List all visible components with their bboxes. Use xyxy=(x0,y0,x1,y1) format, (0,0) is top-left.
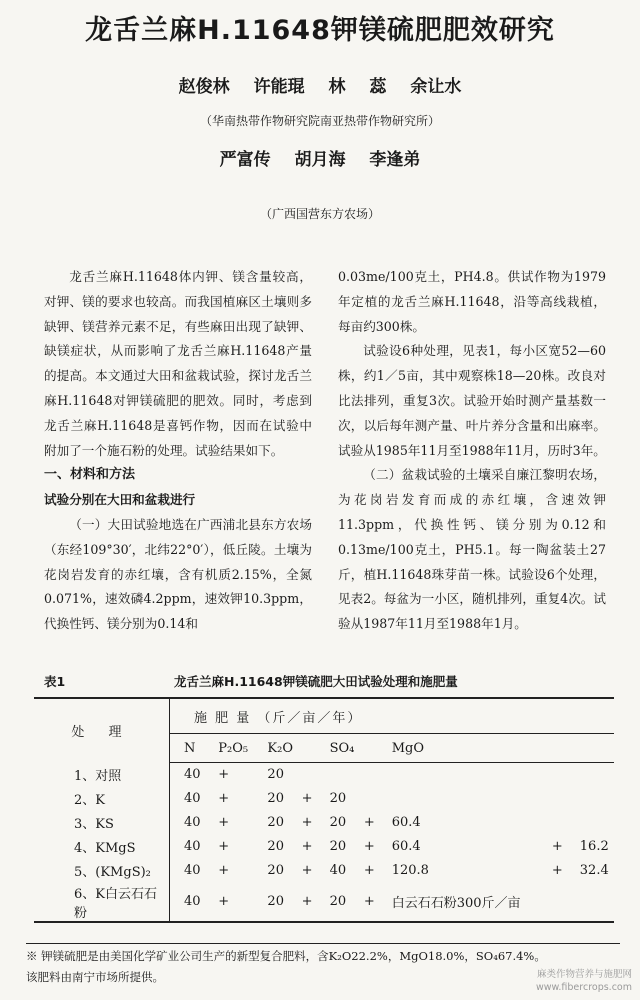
treatment-cell: 2、K xyxy=(34,787,170,811)
value-cell: + xyxy=(551,839,563,854)
value-cell: + xyxy=(218,791,230,806)
value-cell: + xyxy=(301,791,313,806)
value-cell xyxy=(566,883,614,922)
table-row xyxy=(34,835,614,859)
value-cell: 60.4 xyxy=(391,839,421,854)
treatment-cell: 1、对照 xyxy=(34,763,170,787)
value-cell: 40 xyxy=(184,863,201,878)
value-cell: 20 xyxy=(267,863,284,878)
value-cell: 60.4 xyxy=(391,815,421,830)
table-footnote xyxy=(26,943,620,988)
paragraph: 龙舌兰麻H.11648体内钾、镁含量较高，对钾、镁的要求也较高。而我国植麻区土壤则多缺钾、镁营养元素不足，有些麻田出现了缺钾、缺镁症状，从而影响了龙舌兰麻H.11648产量的提高。本文通过大田和盆栽试验，探讨龙舌兰麻H.11648对钾镁硫肥的肥效。同时，考虑到龙舌兰麻H.11648是喜钙作物，因而在试验中附加了一个施石粉的处理。试验结果如下。 xyxy=(44,269,312,458)
body-column-right xyxy=(338,265,606,637)
paragraph: （二）盆栽试验的土壤采自廉江黎明农场，为花岗岩发育而成的赤红壤，含速效钾11.3ppm，代换性钙、镁分别为0.12和0.13me/100克土，PH5.1。每一陶盆装土27斤，植H.11648珠芽苗一株。试验设6个处理，见表2。每盆为一小区，随机排列，重复4次。试验从1987年11月至1988年1月。 xyxy=(338,467,606,632)
treatment-cell: 4、KMgS xyxy=(34,835,170,859)
value-cell: 32.4 xyxy=(579,863,609,878)
paragraph: （一）大田试验地选在广西浦北县东方农场（东经109°30′，北纬22°0′），低丘陵。土壤为花岗岩发育的赤红壤，含有机质2.15%，全氮0.071%，速效磷4.2ppm，速效钾10.3ppm，代换性钙、镁分别为0.14和 xyxy=(44,516,312,632)
affiliation-2: （广西国营东方农场） xyxy=(259,207,380,221)
table-row xyxy=(34,883,614,922)
column-header-amount: 施 肥 量 （斤／亩／年） xyxy=(170,698,615,734)
value-cell: 白云石石粉300斤／亩 xyxy=(378,883,538,922)
nutrient-header: N xyxy=(170,734,205,763)
value-cell: 40 xyxy=(170,883,205,922)
table-row xyxy=(34,787,614,811)
table-row xyxy=(34,811,614,835)
value-cell xyxy=(316,763,350,787)
value-cell: + xyxy=(363,815,375,830)
value-cell xyxy=(538,883,566,922)
value-cell: + xyxy=(218,815,230,830)
table-number: 表1 xyxy=(44,674,66,689)
fertilizer-table xyxy=(34,697,614,923)
value-cell: 40 xyxy=(329,863,347,878)
watermark-line: 麻类作物营养与施肥网 xyxy=(536,969,632,980)
value-cell: + xyxy=(551,863,563,878)
value-cell xyxy=(350,787,378,811)
value-cell: + xyxy=(301,815,313,830)
watermark-line: www.fibercrops.com xyxy=(535,982,632,993)
value-cell: 20 xyxy=(329,815,347,830)
value-cell: 20 xyxy=(267,839,284,854)
treatment-cell: 3、KS xyxy=(34,811,170,835)
table-title: 龙舌兰麻H.11648钾镁硫肥大田试验处理和施肥量 xyxy=(174,674,458,689)
paragraph: 试验设6种处理，见表1，每小区宽52—60株，约1／5亩，其中观察株18—20株。改良对比法排列，重复3次。试验开始时测产量基数一次，以后每年测产量、叶片养分含量和出麻率。试验从1985年11月至1988年11月，历时3年。 xyxy=(338,343,606,458)
value-cell: 16.2 xyxy=(579,839,609,854)
treatment-cell: 6、K白云石石粉 xyxy=(34,883,170,922)
value-cell xyxy=(538,763,566,787)
footnote-line: ※ 钾镁硫肥是由美国化学矿业公司生产的新型复合肥料，含K₂O22.2%，MgO18.0%，SO₄67.4%。 xyxy=(26,943,620,967)
value-cell xyxy=(538,787,566,811)
value-cell: + xyxy=(301,863,313,878)
nutrient-header: SO₄ xyxy=(316,734,378,763)
paragraph: 0.03me/100克土，PH4.8。供试作物为1979年定植的龙舌兰麻H.11648，沿等高线栽植，每亩约300株。 xyxy=(338,269,606,334)
value-cell xyxy=(350,763,378,787)
value-cell: + xyxy=(301,839,313,854)
table-row xyxy=(34,763,614,787)
value-cell xyxy=(378,787,538,811)
value-cell: 20 xyxy=(267,815,284,830)
paper-title: 龙舌兰麻H.11648钾镁硫肥肥效研究 xyxy=(85,15,555,46)
value-cell xyxy=(566,763,614,787)
affiliation-1: （华南热带作物研究院南亚热带作物研究所） xyxy=(199,114,440,128)
authors-group-1: 赵俊林 许能琨 林 蕊 余让水 xyxy=(178,77,462,97)
value-cell: 20 xyxy=(253,883,287,922)
value-cell: 120.8 xyxy=(391,863,429,878)
value-cell: + xyxy=(218,863,230,878)
watermark xyxy=(536,968,632,994)
value-cell: + xyxy=(204,883,253,922)
value-cell: 20 xyxy=(267,767,284,783)
value-cell xyxy=(288,763,316,787)
column-header-treatment: 处 理 xyxy=(34,698,170,763)
value-cell xyxy=(566,787,614,811)
body-column-left xyxy=(44,265,312,637)
footnote-line: 该肥料由南宁市场所提供。 xyxy=(26,970,164,984)
value-cell: 20 xyxy=(329,791,347,806)
value-cell: 40 xyxy=(184,791,201,806)
nutrient-header: K₂O xyxy=(253,734,315,763)
value-cell: + xyxy=(350,883,378,922)
value-cell: 20 xyxy=(267,791,284,806)
value-cell xyxy=(566,811,614,835)
value-cell: 40 xyxy=(184,839,201,854)
section-heading: 一、材料和方法 xyxy=(44,467,136,483)
table-row xyxy=(34,859,614,883)
value-cell: 40 xyxy=(184,815,201,830)
authors-group-2: 严富传 胡月海 李逢弟 xyxy=(219,150,421,170)
value-cell: 40 xyxy=(184,767,201,783)
value-cell: 20 xyxy=(329,839,347,854)
value-cell: 20 xyxy=(316,883,350,922)
value-cell: + xyxy=(288,883,316,922)
value-cell: + xyxy=(218,767,230,783)
subsection-heading: 试验分别在大田和盆栽进行 xyxy=(44,492,196,508)
treatment-cell: 5、(KMgS)₂ xyxy=(34,859,170,883)
value-cell xyxy=(538,811,566,835)
value-cell: + xyxy=(363,839,375,854)
value-cell: + xyxy=(363,863,375,878)
value-cell xyxy=(378,763,538,787)
nutrient-header: P₂O₅ xyxy=(204,734,253,763)
value-cell: + xyxy=(218,839,230,854)
nutrient-header: MgO xyxy=(378,734,614,763)
